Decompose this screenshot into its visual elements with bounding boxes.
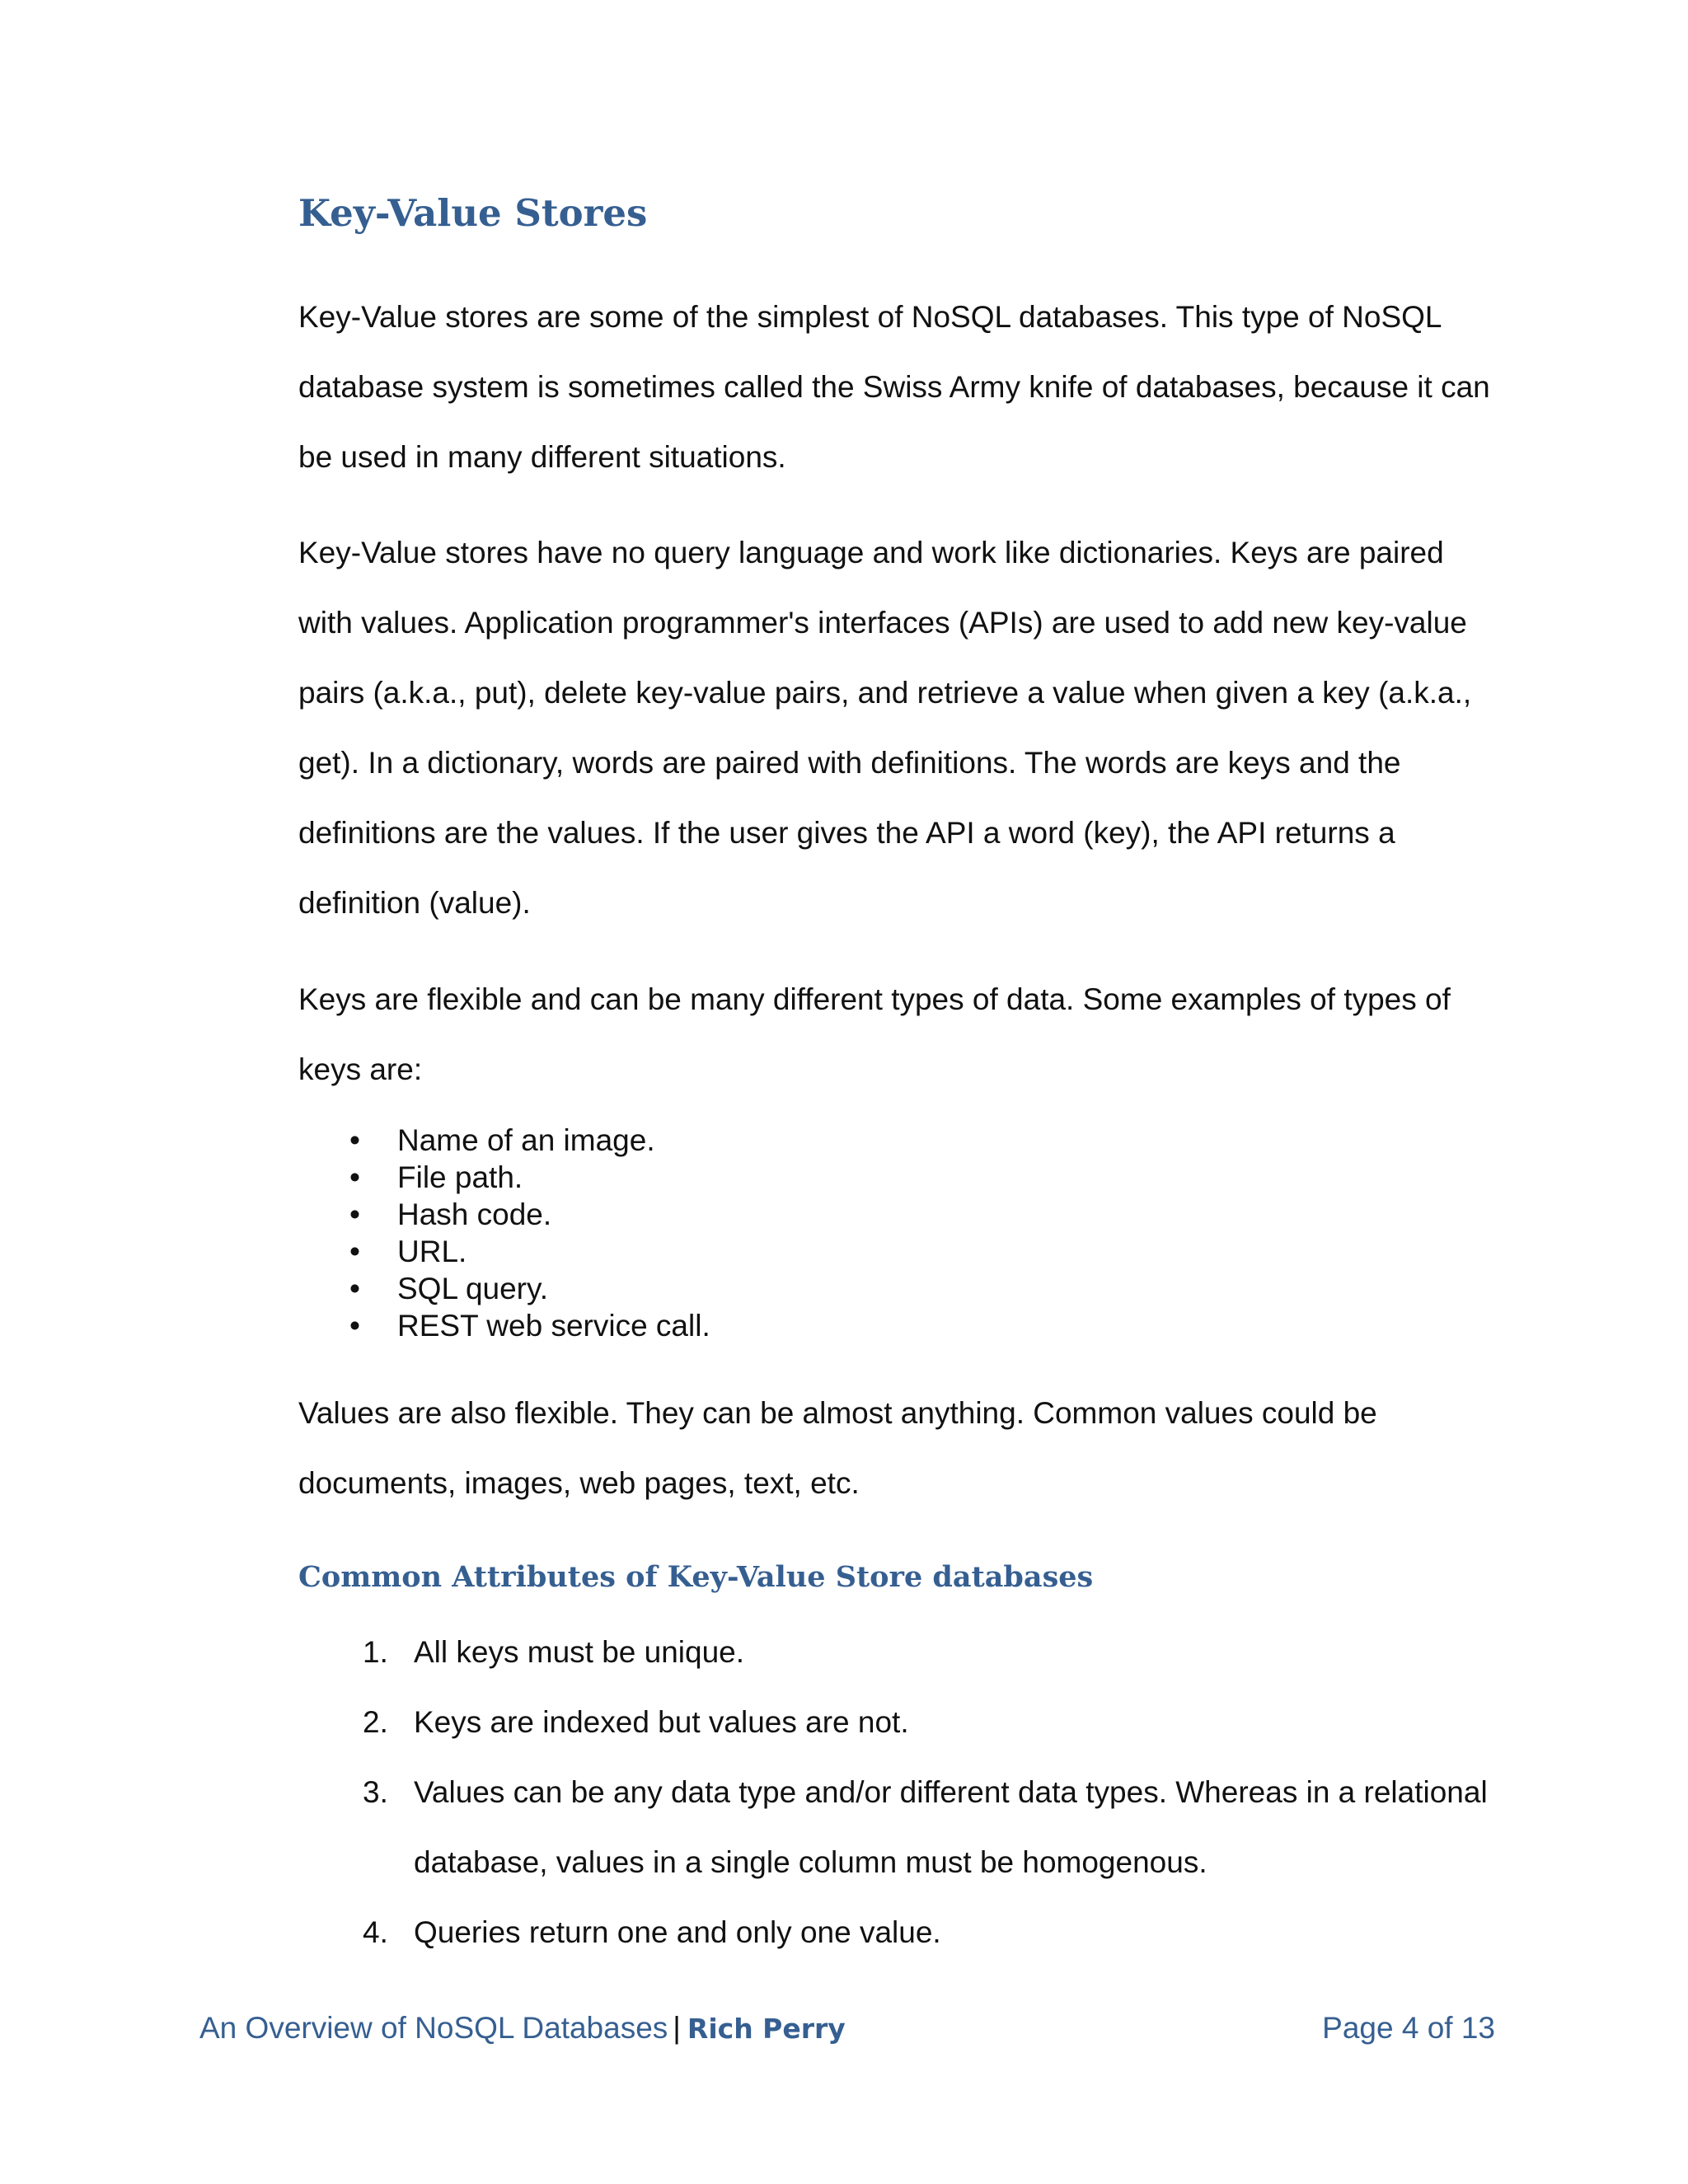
page-number: Page 4 of 13 (1322, 2011, 1495, 2045)
section-heading: Key-Value Stores (298, 191, 648, 235)
list-item-text: Queries return one and only one value. (414, 1915, 941, 1949)
list-item (346, 1122, 710, 1159)
list-item (346, 1233, 710, 1270)
list-item-text: Values can be any data type and/or different data types. Whereas in a relational database, values in a single column must be homogenous. (414, 1775, 1488, 1879)
paragraph-intro: Key-Value stores are some of the simplest of NoSQL databases. This type of NoSQL database system is sometimes called the Swiss Army knife of databases, because it can be used in many different situations. (298, 300, 1490, 474)
author-name: Rich Perry (687, 2013, 846, 2045)
list-number: 1. (363, 1635, 388, 1669)
list-item (363, 1757, 1500, 1897)
list-item-text: File path. (397, 1160, 523, 1194)
paragraph-dictionary: Key-Value stores have no query language and work like dictionaries. Keys are paired with values. Application programmer's interfaces (APIs) are used to add new key-value pairs (a.k.a., put), delete key-value pairs, and retrieve a value when given a key (a.k.a., get). In a dictionary, words are paired with definitions. The words are keys and the definitions are the values. If the user gives the API a word (key), the API returns a definition (value). (298, 536, 1472, 920)
bullet-icon: • (349, 1123, 360, 1157)
list-item (346, 1307, 710, 1344)
list-item (363, 1897, 1500, 1967)
list-item (363, 1687, 1500, 1757)
bullet-icon: • (349, 1197, 360, 1231)
list-item (346, 1196, 710, 1233)
bullet-icon: • (349, 1309, 360, 1343)
paragraph-values: Values are also flexible. They can be almost anything. Common values could be documents, images, web pages, text, etc. (298, 1396, 1377, 1500)
key-examples-list (346, 1122, 710, 1344)
list-item (346, 1159, 710, 1196)
footer-separator: | (673, 2011, 681, 2045)
list-item (346, 1270, 710, 1307)
subsection-heading: Common Attributes of Key-Value Store databases (298, 1560, 1094, 1594)
bullet-icon: • (349, 1235, 360, 1268)
list-item-text: SQL query. (397, 1272, 549, 1305)
list-item-text: REST web service call. (397, 1309, 710, 1343)
document-title: An Overview of NoSQL Databases (199, 2011, 668, 2045)
list-number: 3. (363, 1775, 388, 1809)
list-item (363, 1617, 1500, 1687)
footer-left (199, 2011, 846, 2046)
page-footer (199, 2011, 1495, 2052)
paragraph-keys: Keys are flexible and can be many different types of data. Some examples of types of keys are: (298, 982, 1451, 1086)
list-number: 2. (363, 1705, 388, 1739)
list-number: 4. (363, 1915, 388, 1949)
list-item-text: URL. (397, 1235, 467, 1268)
attributes-list (363, 1617, 1500, 1967)
list-item-text: Name of an image. (397, 1123, 655, 1157)
bullet-icon: • (349, 1272, 360, 1305)
list-item-text: Hash code. (397, 1197, 552, 1231)
bullet-icon: • (349, 1160, 360, 1194)
list-item-text: All keys must be unique. (414, 1635, 745, 1669)
list-item-text: Keys are indexed but values are not. (414, 1705, 909, 1739)
